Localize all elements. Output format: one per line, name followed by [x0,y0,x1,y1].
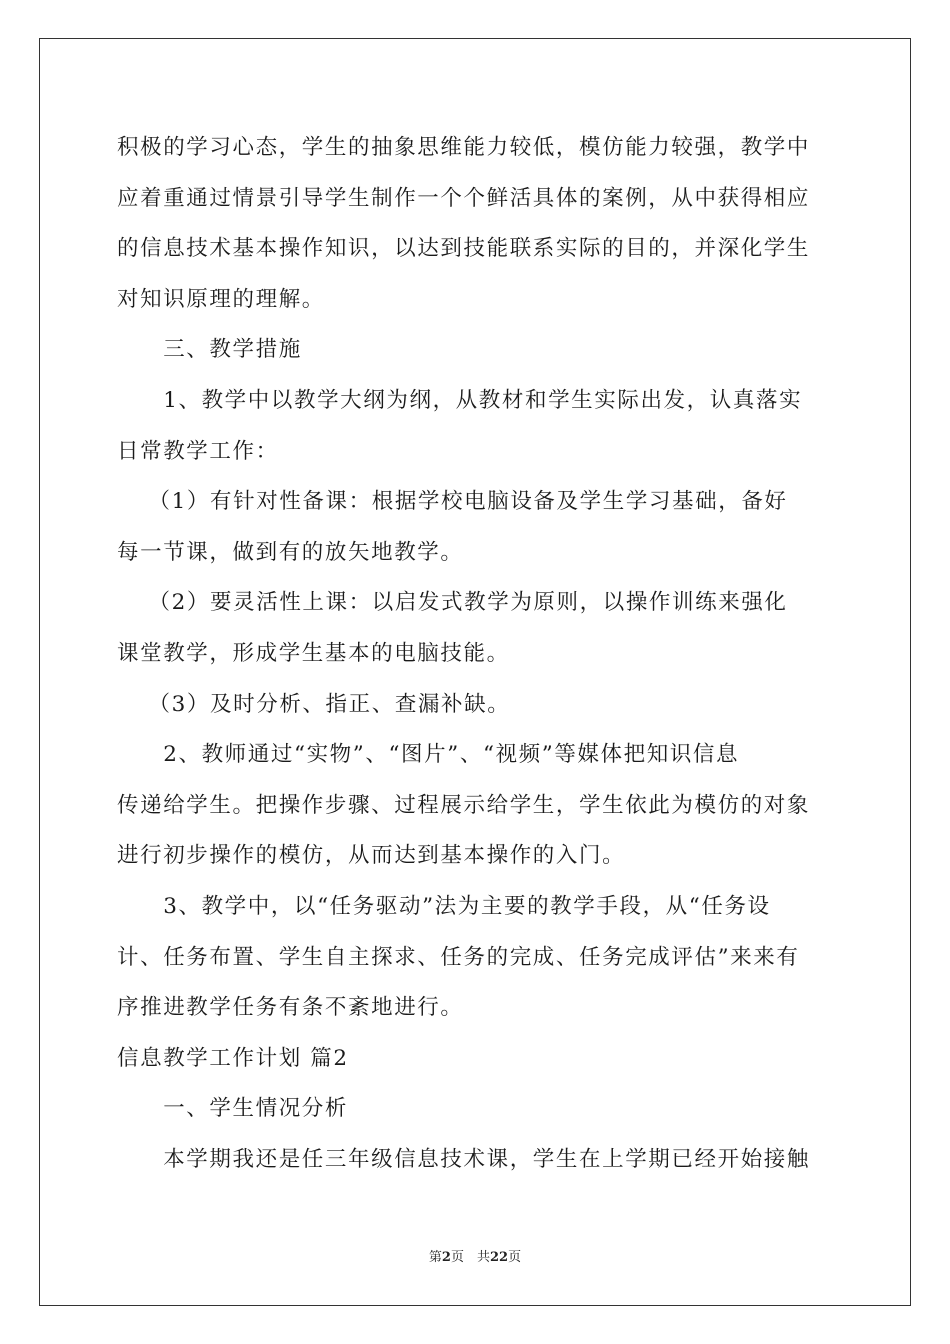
text-line: 进行初步操作的模仿，从而达到基本操作的入门。 [117,843,626,868]
text-line: 对知识原理的理解。 [117,287,325,312]
footer-suffix: 页 [508,1250,522,1265]
text-line: 三、教学措施 [117,337,302,362]
text-line: （1）有针对性备课：根据学校电脑设备及学生学习基础，备好 [117,489,788,514]
text-line: （2）要灵活性上课：以启发式教学为原则，以操作训练来强化 [117,590,788,615]
text-line: 应着重通过情景引导学生制作一个个鲜活具体的案例，从中获得相应 [117,186,811,211]
text-line: 序推进教学任务有条不紊地进行。 [117,995,464,1020]
text-line: 1、教学中以教学大纲为纲，从教材和学生实际出发，认真落实 [117,388,803,413]
text-line: 积极的学习心态，学生的抽象思维能力较低，模仿能力较强，教学中 [117,135,811,160]
footer-prefix: 第 [428,1250,442,1265]
text-line: 计、任务布置、学生自主探求、任务的完成、任务完成评估”来来有 [117,945,800,970]
text-line: 本学期我还是任三年级信息技术课，学生在上学期已经开始接触 [117,1147,811,1172]
footer-mid: 页 共 [450,1250,490,1265]
total-pages-number: 22 [489,1250,509,1265]
text-line: 信息教学工作计划 篇2 [117,1046,349,1071]
text-line: 2、教师通过“实物”、“图片”、“视频”等媒体把知识信息 [117,742,740,767]
text-line: 日常教学工作： [117,439,279,464]
text-line: （3）及时分析、指正、查漏补缺。 [117,692,511,717]
text-line: 一、学生情况分析 [117,1096,349,1121]
text-line: 课堂教学，形成学生基本的电脑技能。 [117,641,510,666]
text-line: 每一节课，做到有的放矢地教学。 [117,540,464,565]
text-line: 传递给学生。把操作步骤、过程展示给学生，学生依此为模仿的对象 [117,793,811,818]
text-line: 的信息技术基本操作知识，以达到技能联系实际的目的，并深化学生 [117,236,811,261]
page-footer [0,1246,950,1265]
current-page-number: 2 [441,1250,451,1265]
text-line: 3、教学中，以“任务驱动”法为主要的教学手段，从“任务设 [117,894,771,919]
